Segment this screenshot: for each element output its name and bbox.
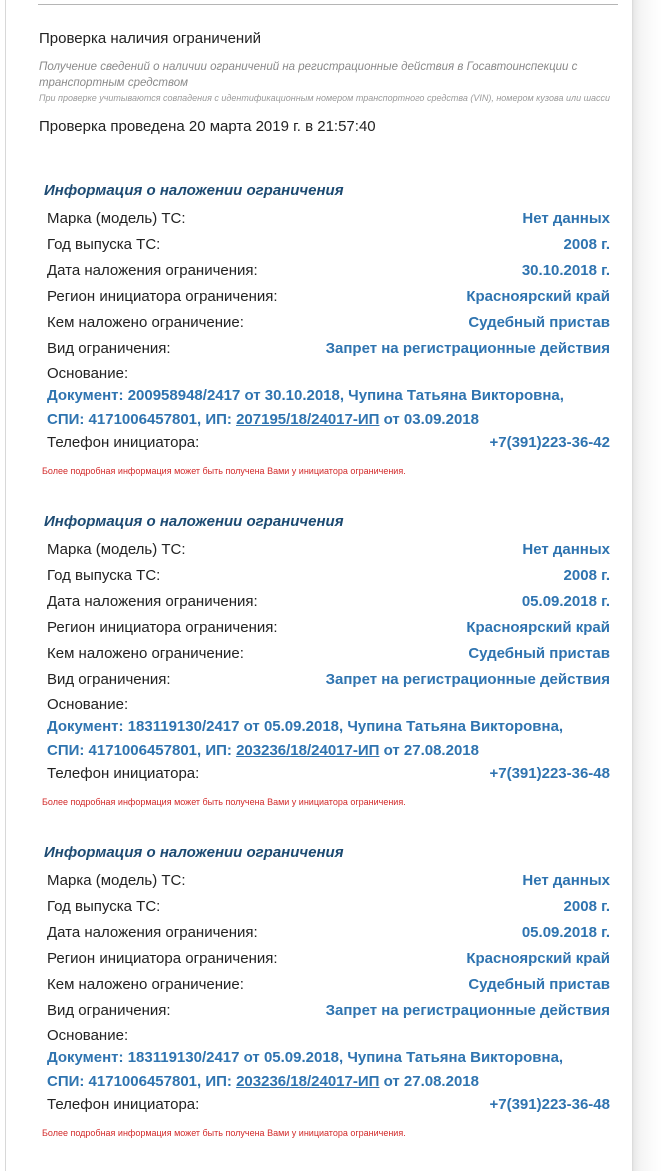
ip-number-link[interactable]: 207195/18/24017-ИП: [236, 411, 380, 428]
issuer-label: Кем наложено ограничение:: [47, 645, 244, 662]
brand-value: Нет данных: [522, 541, 610, 558]
ip-number-link[interactable]: 203236/18/24017-ИП: [236, 1073, 380, 1090]
brand-value: Нет данных: [522, 210, 610, 227]
service-description: Получение сведений о наличии ограничений на регистрационные действия в Госавтоинспекции с транспортным средством: [39, 61, 578, 89]
issuer-label: Кем наложено ограничение:: [47, 976, 244, 993]
check-header: [39, 29, 619, 137]
restriction-block: [42, 512, 614, 809]
type-value: Запрет на регистрационные действия: [325, 1002, 610, 1019]
region-row: [42, 286, 614, 312]
basis-line-1: Документ: 183119130/2417 от 05.09.2018, Чупина Татьяна Викторовна,: [47, 718, 564, 735]
basis-line-2: [47, 408, 614, 432]
restriction-block: [42, 181, 614, 478]
basis-suffix: от 03.09.2018: [379, 411, 479, 428]
year-value: 2008 г.: [563, 567, 610, 584]
type-label: Вид ограничения:: [47, 1002, 171, 1019]
page-title: Проверка наличия ограничений: [39, 30, 261, 47]
brand-label: Марка (модель) ТС:: [47, 210, 186, 227]
brand-value: Нет данных: [522, 872, 610, 889]
section-title: Информация о наложении ограничения: [44, 182, 344, 199]
issuer-value: Судебный пристав: [468, 645, 610, 662]
basis-line-2: [47, 1070, 614, 1094]
basis-line-1: Документ: 183119130/2417 от 05.09.2018, Чупина Татьяна Викторовна,: [47, 1049, 564, 1066]
region-row: [42, 617, 614, 643]
brand-row: [42, 208, 614, 234]
right-shadow: [632, 0, 662, 1171]
basis-suffix: от 27.08.2018: [379, 1073, 479, 1090]
brand-label: Марка (модель) ТС:: [47, 872, 186, 889]
phone-row: [42, 432, 614, 458]
year-label: Год выпуска ТС:: [47, 567, 161, 584]
brand-label: Марка (модель) ТС:: [47, 541, 186, 558]
vin-note: При проверке учитываются совпадения с идентификационным номером транспортного средства (VIN), номером кузова или шасси: [39, 93, 611, 103]
type-row: [42, 338, 614, 364]
section-title: Информация о наложении ограничения: [44, 513, 344, 530]
issuer-row: [42, 974, 614, 1000]
type-value: Запрет на регистрационные действия: [325, 671, 610, 688]
top-divider: [38, 4, 618, 5]
basis-prefix: СПИ: 4171006457801, ИП:: [47, 1073, 237, 1090]
year-row: [42, 565, 614, 591]
left-border: [5, 0, 6, 1171]
issuer-row: [42, 643, 614, 669]
basis-label: Основание:: [47, 696, 129, 713]
region-row: [42, 948, 614, 974]
year-value: 2008 г.: [563, 236, 610, 253]
basis-line-1: Документ: 200958948/2417 от 30.10.2018, Чупина Татьяна Викторовна,: [47, 387, 564, 404]
type-row: [42, 1000, 614, 1026]
issuer-value: Судебный пристав: [468, 976, 610, 993]
region-label: Регион инициатора ограничения:: [47, 950, 278, 967]
date-value: 30.10.2018 г.: [521, 262, 610, 279]
basis-document: [42, 715, 614, 763]
more-info-note: Более подробная информация может быть получена Вами у инициатора ограничения.: [42, 797, 406, 807]
date-label: Дата наложения ограничения:: [47, 924, 258, 941]
region-label: Регион инициатора ограничения:: [47, 619, 278, 636]
basis-prefix: СПИ: 4171006457801, ИП:: [47, 742, 237, 759]
phone-row: [42, 763, 614, 789]
basis-document: [42, 1046, 614, 1094]
date-label: Дата наложения ограничения:: [47, 593, 258, 610]
year-value: 2008 г.: [563, 898, 610, 915]
region-value: Красноярский край: [466, 950, 610, 967]
basis-label: Основание:: [47, 365, 129, 382]
basis-suffix: от 27.08.2018: [379, 742, 479, 759]
region-label: Регион инициатора ограничения:: [47, 288, 278, 305]
basis-line-2: [47, 739, 614, 763]
year-label: Год выпуска ТС:: [47, 898, 161, 915]
date-label: Дата наложения ограничения:: [47, 262, 258, 279]
basis-document: [42, 384, 614, 432]
type-label: Вид ограничения:: [47, 340, 171, 357]
date-row: [42, 260, 614, 286]
brand-row: [42, 539, 614, 565]
type-label: Вид ограничения:: [47, 671, 171, 688]
issuer-value: Судебный пристав: [468, 314, 610, 331]
ip-number-link[interactable]: 203236/18/24017-ИП: [236, 742, 380, 759]
section-title: Информация о наложении ограничения: [44, 844, 344, 861]
brand-row: [42, 870, 614, 896]
year-label: Год выпуска ТС:: [47, 236, 161, 253]
issuer-row: [42, 312, 614, 338]
date-row: [42, 591, 614, 617]
date-value: 05.09.2018 г.: [521, 593, 610, 610]
phone-row: [42, 1094, 614, 1120]
more-info-note: Более подробная информация может быть получена Вами у инициатора ограничения.: [42, 466, 406, 476]
phone-value: +7(391)223-36-48: [489, 765, 610, 782]
basis-prefix: СПИ: 4171006457801, ИП:: [47, 411, 237, 428]
basis-label: Основание:: [47, 1027, 129, 1044]
phone-label: Телефон инициатора:: [47, 765, 200, 782]
date-row: [42, 922, 614, 948]
phone-label: Телефон инициатора:: [47, 1096, 200, 1113]
region-value: Красноярский край: [466, 619, 610, 636]
phone-value: +7(391)223-36-42: [489, 434, 610, 451]
phone-value: +7(391)223-36-48: [489, 1096, 610, 1113]
date-value: 05.09.2018 г.: [521, 924, 610, 941]
type-row: [42, 669, 614, 695]
issuer-label: Кем наложено ограничение:: [47, 314, 244, 331]
year-row: [42, 896, 614, 922]
more-info-note: Более подробная информация может быть получена Вами у инициатора ограничения.: [42, 1128, 406, 1138]
check-timestamp: Проверка проведена 20 марта 2019 г. в 21:57:40: [39, 118, 376, 135]
type-value: Запрет на регистрационные действия: [325, 340, 610, 357]
restriction-block: [42, 843, 614, 1140]
year-row: [42, 234, 614, 260]
phone-label: Телефон инициатора:: [47, 434, 200, 451]
region-value: Красноярский край: [466, 288, 610, 305]
